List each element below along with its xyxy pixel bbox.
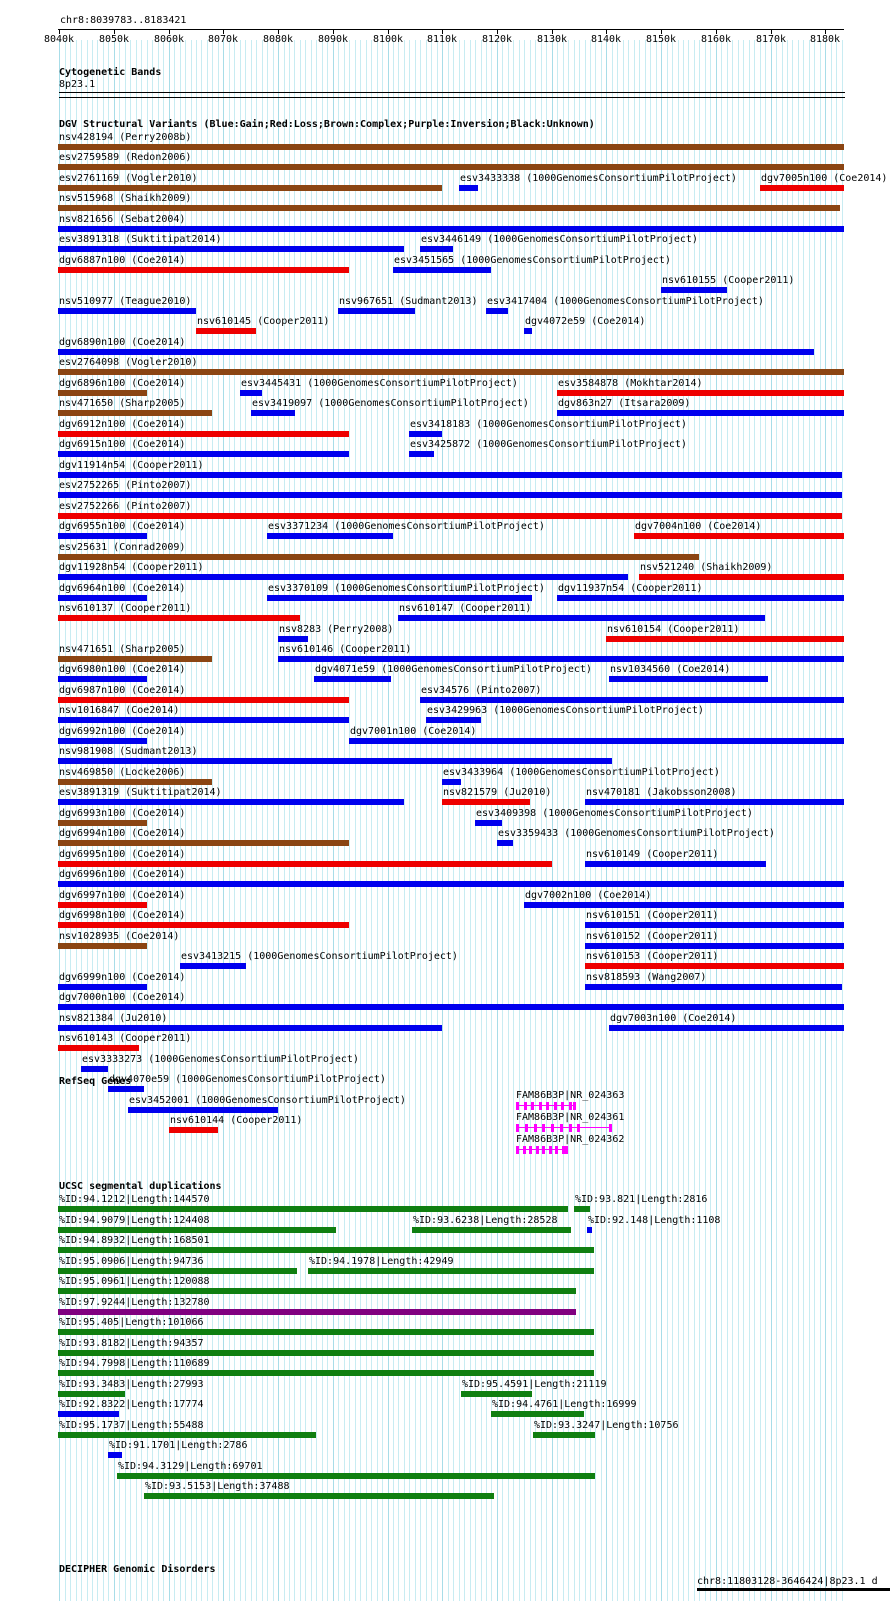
feature-label[interactable]: %ID:93.3483|Length:27993 (59, 1378, 204, 1390)
feature-label[interactable]: %ID:93.8182|Length:94357 (59, 1337, 204, 1349)
feature-label[interactable]: dgv6997n100 (Coe2014) (59, 889, 186, 901)
feature-bar[interactable] (58, 1268, 297, 1274)
feature-bar[interactable] (634, 533, 844, 539)
feature-bar[interactable] (533, 1432, 595, 1438)
feature-bar[interactable] (760, 185, 844, 191)
feature-label[interactable]: dgv11914n54 (Cooper2011) (59, 459, 204, 471)
gene-exon[interactable] (539, 1102, 542, 1110)
feature-label[interactable]: %ID:92.8322|Length:17774 (59, 1399, 204, 1410)
feature-label[interactable]: dgv7000n100 (Coe2014) (59, 992, 186, 1004)
feature-bar[interactable] (58, 676, 147, 682)
feature-label[interactable]: nsv510977 (Teague2010) (59, 295, 192, 307)
feature-label[interactable]: %ID:95.405|Length:101066 (59, 1317, 204, 1328)
ruler-tick-label: 8060k (153, 34, 185, 45)
feature-label[interactable]: %ID:93.5153|Length:37488 (145, 1481, 290, 1492)
feature-bar[interactable] (240, 390, 262, 396)
feature-bar[interactable] (609, 1025, 844, 1031)
feature-bar[interactable] (398, 615, 765, 621)
feature-label[interactable]: dgv6887n100 (Coe2014) (59, 254, 186, 266)
feature-label[interactable]: nsv515968 (Shaikh2009) (59, 193, 192, 205)
feature-bar[interactable] (609, 676, 768, 682)
ruler-tick-label: 8070k (207, 34, 239, 45)
feature-bar[interactable] (585, 922, 844, 928)
feature-label[interactable]: nsv470181 (Jakobsson2008) (586, 787, 737, 799)
feature-bar[interactable] (58, 308, 196, 314)
feature-label[interactable]: %ID:94.4761|Length:16999 (492, 1399, 637, 1410)
feature-label[interactable]: %ID:94.8932|Length:168501 (59, 1235, 210, 1246)
feature-label[interactable]: nsv821579 (Ju2010) (443, 787, 552, 799)
feature-bar[interactable] (58, 513, 842, 519)
feature-label[interactable]: esv3418183 (1000GenomesConsortiumPilotProject) (410, 418, 687, 430)
feature-bar[interactable] (58, 595, 147, 601)
feature-bar[interactable] (58, 615, 300, 621)
feature-label[interactable]: dgv6890n100 (Coe2014) (59, 336, 186, 348)
feature-label[interactable]: esv3371234 (1000GenomesConsortiumPilotProject) (268, 521, 545, 533)
feature-label[interactable]: dgv6987n100 (Coe2014) (59, 684, 186, 696)
feature-label[interactable]: dgv6912n100 (Coe2014) (59, 418, 186, 430)
feature-label[interactable]: dgv6998n100 (Coe2014) (59, 910, 186, 922)
feature-label[interactable]: %ID:94.3129|Length:69701 (118, 1460, 263, 1472)
feature-label[interactable]: nsv428194 (Perry2008b) (59, 132, 192, 143)
feature-label[interactable]: dgv7005n100 (Coe2014) (761, 172, 888, 184)
gene-exon[interactable] (565, 1146, 568, 1154)
gene-exon[interactable] (569, 1124, 572, 1132)
feature-label[interactable]: esv2761169 (Vogler2010) (59, 172, 198, 184)
feature-label[interactable]: esv3452001 (1000GenomesConsortiumPilotProject) (129, 1094, 406, 1106)
feature-bar[interactable] (58, 758, 612, 764)
feature-bar[interactable] (58, 1025, 442, 1031)
feature-label[interactable]: dgv6995n100 (Coe2014) (59, 848, 186, 860)
gene-exon[interactable] (609, 1124, 612, 1132)
feature-label[interactable]: esv3425872 (1000GenomesConsortiumPilotProject) (410, 439, 687, 451)
feature-bar[interactable] (58, 533, 147, 539)
feature-bar[interactable] (58, 164, 844, 170)
feature-bar[interactable] (278, 656, 844, 662)
feature-bar[interactable] (58, 226, 844, 232)
feature-bar[interactable] (426, 717, 481, 723)
feature-bar[interactable] (58, 451, 349, 457)
ruler-tick-label: 8100k (372, 34, 404, 45)
gene-exon[interactable] (531, 1102, 534, 1110)
gene-exon[interactable] (516, 1124, 519, 1132)
feature-label[interactable]: dgv7002n100 (Coe2014) (525, 889, 652, 901)
feature-label[interactable]: esv3409398 (1000GenomesConsortiumPilotProject) (476, 807, 753, 819)
feature-label[interactable]: esv2752266 (Pinto2007) (59, 500, 192, 512)
feature-bar[interactable] (585, 984, 842, 990)
gene-exon[interactable] (549, 1146, 552, 1154)
ruler-tick-label: 8050k (98, 34, 130, 45)
feature-bar[interactable] (108, 1452, 122, 1458)
feature-label[interactable]: nsv8283 (Perry2008) (279, 623, 394, 635)
gene-label[interactable]: FAM86B3P|NR_024362 (516, 1134, 625, 1145)
feature-label[interactable]: esv25631 (Conrad2009) (59, 541, 186, 553)
gene-label[interactable]: FAM86B3P|NR_024361 (516, 1112, 625, 1123)
feature-bar[interactable] (420, 697, 844, 703)
feature-label[interactable]: nsv818593 (Wang2007) (586, 971, 707, 983)
cytoband-track-title: Cytogenetic Bands (59, 67, 162, 78)
feature-label[interactable]: esv3445431 (1000GenomesConsortiumPilotProject) (241, 377, 518, 389)
feature-bar[interactable] (58, 246, 404, 252)
feature-label[interactable]: dgv6955n100 (Coe2014) (59, 521, 186, 533)
feature-label[interactable]: dgv7004n100 (Coe2014) (635, 521, 762, 533)
feature-bar[interactable] (58, 738, 147, 744)
feature-label[interactable]: dgv6980n100 (Coe2014) (59, 664, 186, 676)
feature-bar[interactable] (308, 1268, 594, 1274)
feature-bar[interactable] (587, 1227, 592, 1233)
feature-label[interactable]: esv3429963 (1000GenomesConsortiumPilotProject) (427, 705, 704, 717)
feature-label[interactable]: dgv6999n100 (Coe2014) (59, 971, 186, 983)
feature-bar[interactable] (58, 1288, 576, 1294)
feature-bar[interactable] (585, 963, 844, 969)
feature-bar[interactable] (58, 840, 349, 846)
decipher-feature-bar[interactable] (697, 1588, 890, 1591)
feature-label[interactable]: esv2752265 (Pinto2007) (59, 480, 192, 492)
feature-label[interactable]: dgv6915n100 (Coe2014) (59, 439, 186, 451)
ruler-tick-label: 8120k (481, 34, 513, 45)
cytoband-divider (59, 92, 845, 93)
feature-label[interactable]: nsv821384 (Ju2010) (59, 1012, 168, 1024)
feature-bar[interactable] (58, 369, 844, 375)
gene-intron-line[interactable] (516, 1127, 612, 1128)
feature-label[interactable]: nsv610145 (Cooper2011) (197, 316, 330, 328)
feature-label[interactable]: esv3433338 (1000GenomesConsortiumPilotProject) (460, 172, 737, 184)
ruler-tick-label: 8090k (317, 34, 349, 45)
feature-label[interactable]: nsv610154 (Cooper2011) (607, 623, 740, 635)
feature-bar[interactable] (58, 1206, 568, 1212)
feature-bar[interactable] (491, 1411, 584, 1417)
feature-label[interactable]: nsv981908 (Sudmant2013) (59, 746, 198, 758)
feature-label[interactable]: nsv610144 (Cooper2011) (170, 1115, 303, 1127)
feature-label[interactable]: esv3333273 (1000GenomesConsortiumPilotProject) (82, 1053, 359, 1065)
feature-label[interactable]: nsv1016847 (Coe2014) (59, 705, 180, 717)
ruler-region-label: chr8:8039783..8183421 (60, 15, 187, 26)
feature-label[interactable]: nsv821656 (Sebat2004) (59, 213, 186, 225)
gene-exon[interactable] (536, 1146, 539, 1154)
feature-bar[interactable] (486, 308, 508, 314)
feature-label[interactable]: esv3417404 (1000GenomesConsortiumPilotProject) (487, 295, 764, 307)
ruler-tick-label: 8080k (262, 34, 294, 45)
feature-label[interactable]: nsv610146 (Cooper2011) (279, 644, 412, 655)
gene-label[interactable]: FAM86B3P|NR_024363 (516, 1090, 625, 1101)
feature-bar[interactable] (169, 1127, 218, 1133)
feature-bar[interactable] (58, 861, 552, 867)
gene-exon[interactable] (551, 1124, 554, 1132)
feature-bar[interactable] (524, 328, 532, 334)
ruler-tick-label: 8040k (43, 34, 75, 45)
feature-label[interactable]: nsv610143 (Cooper2011) (59, 1033, 192, 1045)
feature-bar[interactable] (128, 1107, 278, 1113)
feature-bar[interactable] (267, 595, 532, 601)
gene-exon[interactable] (534, 1124, 537, 1132)
feature-label[interactable]: nsv610151 (Cooper2011) (586, 910, 719, 922)
feature-label[interactable]: dgv6994n100 (Coe2014) (59, 828, 186, 840)
feature-label[interactable]: dgv11937n54 (Cooper2011) (558, 582, 703, 594)
feature-bar[interactable] (412, 1227, 571, 1233)
feature-bar[interactable] (58, 1411, 119, 1417)
feature-bar[interactable] (58, 1004, 844, 1010)
feature-label[interactable]: dgv863n27 (Itsara2009) (558, 398, 691, 410)
feature-bar[interactable] (278, 636, 308, 642)
decipher-track-title: DECIPHER Genomic Disorders (59, 1564, 216, 1575)
feature-label[interactable]: esv34576 (Pinto2007) (421, 684, 542, 696)
feature-label[interactable]: nsv471650 (Sharp2005) (59, 398, 186, 410)
feature-label[interactable]: %ID:97.9244|Length:132780 (59, 1296, 210, 1308)
feature-label[interactable]: nsv610155 (Cooper2011) (662, 275, 795, 287)
feature-label[interactable]: dgv6993n100 (Coe2014) (59, 807, 186, 819)
feature-bar[interactable] (58, 881, 844, 887)
feature-bar[interactable] (442, 779, 461, 785)
feature-bar[interactable] (58, 1045, 139, 1051)
gene-exon[interactable] (529, 1146, 532, 1154)
dgv-track-title: DGV Structural Variants (Blue:Gain;Red:Loss;Brown:Complex;Purple:Inversion;Black:Unknown) (59, 119, 595, 130)
feature-bar[interactable] (58, 554, 699, 560)
ruler-axis-line (58, 29, 844, 30)
feature-label[interactable]: %ID:93.6238|Length:28528 (413, 1214, 558, 1226)
feature-label[interactable]: nsv521240 (Shaikh2009) (640, 562, 773, 574)
feature-bar[interactable] (58, 267, 349, 273)
feature-bar[interactable] (497, 840, 513, 846)
gene-exon[interactable] (523, 1146, 526, 1154)
refseq-track-title: RefSeq Genes (59, 1076, 132, 1087)
gene-exon[interactable] (516, 1102, 519, 1110)
feature-label[interactable]: dgv6896n100 (Coe2014) (59, 377, 186, 389)
feature-label[interactable]: nsv1028935 (Coe2014) (59, 930, 180, 942)
feature-bar[interactable] (661, 287, 727, 293)
feature-label[interactable]: nsv610152 (Cooper2011) (586, 930, 719, 942)
feature-bar[interactable] (585, 861, 766, 867)
feature-label[interactable]: nsv610147 (Cooper2011) (399, 603, 532, 615)
feature-bar[interactable] (459, 185, 478, 191)
feature-label[interactable]: esv3359433 (1000GenomesConsortiumPilotProject) (498, 828, 775, 840)
feature-bar[interactable] (58, 779, 212, 785)
gene-exon[interactable] (542, 1124, 545, 1132)
ruler-tick-label: 8160k (700, 34, 732, 45)
feature-bar[interactable] (196, 328, 256, 334)
feature-bar[interactable] (58, 902, 147, 908)
feature-bar[interactable] (524, 902, 844, 908)
feature-label[interactable]: %ID:93.3247|Length:10756 (534, 1419, 679, 1431)
cytoband-divider-2 (59, 97, 845, 98)
feature-label[interactable]: dgv6992n100 (Coe2014) (59, 725, 186, 737)
gene-exon[interactable] (524, 1102, 527, 1110)
feature-bar[interactable] (58, 1227, 336, 1233)
gene-exon[interactable] (573, 1102, 576, 1110)
ruler-tick-label: 8130k (536, 34, 568, 45)
feature-label[interactable]: %ID:94.1978|Length:42949 (309, 1255, 454, 1267)
ruler-tick-label: 8110k (426, 34, 458, 45)
feature-bar[interactable] (58, 205, 840, 211)
feature-label[interactable]: nsv610137 (Cooper2011) (59, 603, 192, 615)
feature-label[interactable]: dgv4070e59 (1000GenomesConsortiumPilotProject) (109, 1074, 386, 1086)
gene-exon[interactable] (560, 1124, 563, 1132)
feature-bar[interactable] (58, 410, 212, 416)
feature-label[interactable]: %ID:95.4591|Length:21119 (462, 1378, 607, 1390)
feature-bar[interactable] (58, 1391, 125, 1397)
feature-label[interactable]: esv3584878 (Mokhtar2014) (558, 377, 703, 389)
feature-label[interactable]: %ID:94.9079|Length:124408 (59, 1214, 210, 1226)
feature-bar[interactable] (58, 1309, 576, 1315)
feature-bar[interactable] (461, 1391, 532, 1397)
gene-exon[interactable] (516, 1146, 519, 1154)
decipher-feature-label[interactable]: chr8:11803128-3646424|8p23.1 d (697, 1576, 878, 1587)
feature-label[interactable]: %ID:95.1737|Length:55488 (59, 1419, 204, 1431)
feature-bar[interactable] (58, 1329, 594, 1335)
cytoband-label: 8p23.1 (59, 79, 96, 90)
feature-bar[interactable] (58, 574, 628, 580)
feature-label[interactable]: esv3891318 (Suktitipat2014) (59, 234, 222, 246)
feature-label[interactable]: %ID:95.0906|Length:94736 (59, 1255, 204, 1267)
feature-bar[interactable] (144, 1493, 494, 1499)
feature-bar[interactable] (442, 799, 530, 805)
feature-label[interactable]: esv3451565 (1000GenomesConsortiumPilotProject) (394, 254, 671, 266)
gene-exon[interactable] (569, 1102, 572, 1110)
feature-label[interactable]: esv3446149 (1000GenomesConsortiumPilotProject) (421, 234, 698, 246)
feature-bar[interactable] (58, 984, 147, 990)
feature-bar[interactable] (58, 1432, 316, 1438)
feature-label[interactable]: dgv7001n100 (Coe2014) (350, 725, 477, 737)
feature-bar[interactable] (267, 533, 393, 539)
segdup-track-title: UCSC segmental duplications (59, 1181, 222, 1192)
gene-exon[interactable] (561, 1102, 564, 1110)
feature-bar[interactable] (557, 595, 844, 601)
feature-label[interactable]: nsv471651 (Sharp2005) (59, 644, 186, 655)
feature-label[interactable]: esv3419097 (1000GenomesConsortiumPilotProject) (252, 398, 529, 410)
feature-label[interactable]: %ID:94.1212|Length:144570 (59, 1194, 210, 1205)
feature-label[interactable]: esv3433964 (1000GenomesConsortiumPilotProject) (443, 766, 720, 778)
feature-label[interactable]: nsv1034560 (Coe2014) (610, 664, 731, 676)
feature-bar[interactable] (58, 431, 349, 437)
feature-label[interactable]: %ID:92.148|Length:1108 (588, 1214, 721, 1226)
feature-bar[interactable] (58, 390, 147, 396)
feature-label[interactable]: esv2759589 (Redon2006) (59, 152, 192, 164)
feature-label[interactable]: esv3891319 (Suktitipat2014) (59, 787, 222, 799)
feature-bar[interactable] (409, 451, 434, 457)
feature-label[interactable]: esv2764098 (Vogler2010) (59, 357, 198, 369)
feature-bar[interactable] (314, 676, 391, 682)
ruler-tick-label: 8170k (755, 34, 787, 45)
gene-exon[interactable] (554, 1102, 557, 1110)
feature-label[interactable]: dgv6996n100 (Coe2014) (59, 869, 186, 881)
feature-bar[interactable] (58, 943, 147, 949)
feature-bar[interactable] (58, 349, 814, 355)
feature-bar[interactable] (251, 410, 295, 416)
feature-label[interactable]: nsv610153 (Cooper2011) (586, 951, 719, 963)
feature-bar[interactable] (58, 717, 349, 723)
feature-bar[interactable] (58, 1350, 594, 1356)
feature-bar[interactable] (58, 1247, 594, 1253)
feature-bar[interactable] (420, 246, 453, 252)
ruler-tick-label: 8150k (645, 34, 677, 45)
feature-bar[interactable] (409, 431, 442, 437)
feature-label[interactable]: esv3413215 (1000GenomesConsortiumPilotProject) (181, 951, 458, 963)
feature-label[interactable]: nsv610149 (Cooper2011) (586, 848, 719, 860)
feature-bar[interactable] (58, 492, 842, 498)
feature-bar[interactable] (58, 1370, 594, 1376)
feature-bar[interactable] (393, 267, 491, 273)
feature-bar[interactable] (58, 656, 212, 662)
feature-bar[interactable] (585, 799, 844, 805)
ruler-tick-label: 8140k (590, 34, 622, 45)
feature-bar[interactable] (58, 697, 349, 703)
feature-bar[interactable] (606, 636, 844, 642)
feature-label[interactable]: esv3370109 (1000GenomesConsortiumPilotProject) (268, 582, 545, 594)
feature-bar[interactable] (117, 1473, 595, 1479)
feature-bar[interactable] (574, 1206, 590, 1212)
feature-bar[interactable] (349, 738, 844, 744)
feature-bar[interactable] (338, 308, 415, 314)
feature-label[interactable]: %ID:95.0961|Length:120088 (59, 1276, 210, 1287)
gene-exon[interactable] (577, 1124, 580, 1132)
feature-label[interactable]: nsv967651 (Sudmant2013) (339, 295, 478, 307)
feature-label[interactable]: dgv4071e59 (1000GenomesConsortiumPilotProject) (315, 664, 592, 676)
feature-bar[interactable] (58, 144, 844, 150)
feature-bar[interactable] (557, 390, 844, 396)
feature-bar[interactable] (475, 820, 502, 826)
ruler-tick-label: 8180k (809, 34, 841, 45)
feature-bar[interactable] (58, 820, 147, 826)
feature-bar[interactable] (81, 1066, 108, 1072)
feature-bar[interactable] (585, 943, 844, 949)
gene-exon[interactable] (542, 1146, 545, 1154)
feature-bar[interactable] (58, 472, 842, 478)
feature-label[interactable]: %ID:93.821|Length:2816 (575, 1194, 708, 1205)
feature-label[interactable]: dgv7003n100 (Coe2014) (610, 1012, 737, 1024)
feature-label[interactable]: nsv469850 (Locke2006) (59, 766, 186, 778)
gene-exon[interactable] (555, 1146, 558, 1154)
feature-bar[interactable] (58, 922, 349, 928)
feature-label[interactable]: %ID:91.1701|Length:2786 (109, 1440, 248, 1451)
feature-label[interactable]: %ID:94.7998|Length:110689 (59, 1358, 210, 1369)
gene-exon[interactable] (525, 1124, 528, 1132)
feature-label[interactable]: dgv11928n54 (Cooper2011) (59, 562, 204, 574)
feature-bar[interactable] (180, 963, 246, 969)
feature-label[interactable]: dgv4072e59 (Coe2014) (525, 316, 646, 328)
feature-bar[interactable] (557, 410, 844, 416)
feature-bar[interactable] (58, 799, 404, 805)
feature-label[interactable]: dgv6964n100 (Coe2014) (59, 582, 186, 594)
feature-bar[interactable] (639, 574, 844, 580)
feature-bar[interactable] (58, 185, 442, 191)
gene-exon[interactable] (546, 1102, 549, 1110)
